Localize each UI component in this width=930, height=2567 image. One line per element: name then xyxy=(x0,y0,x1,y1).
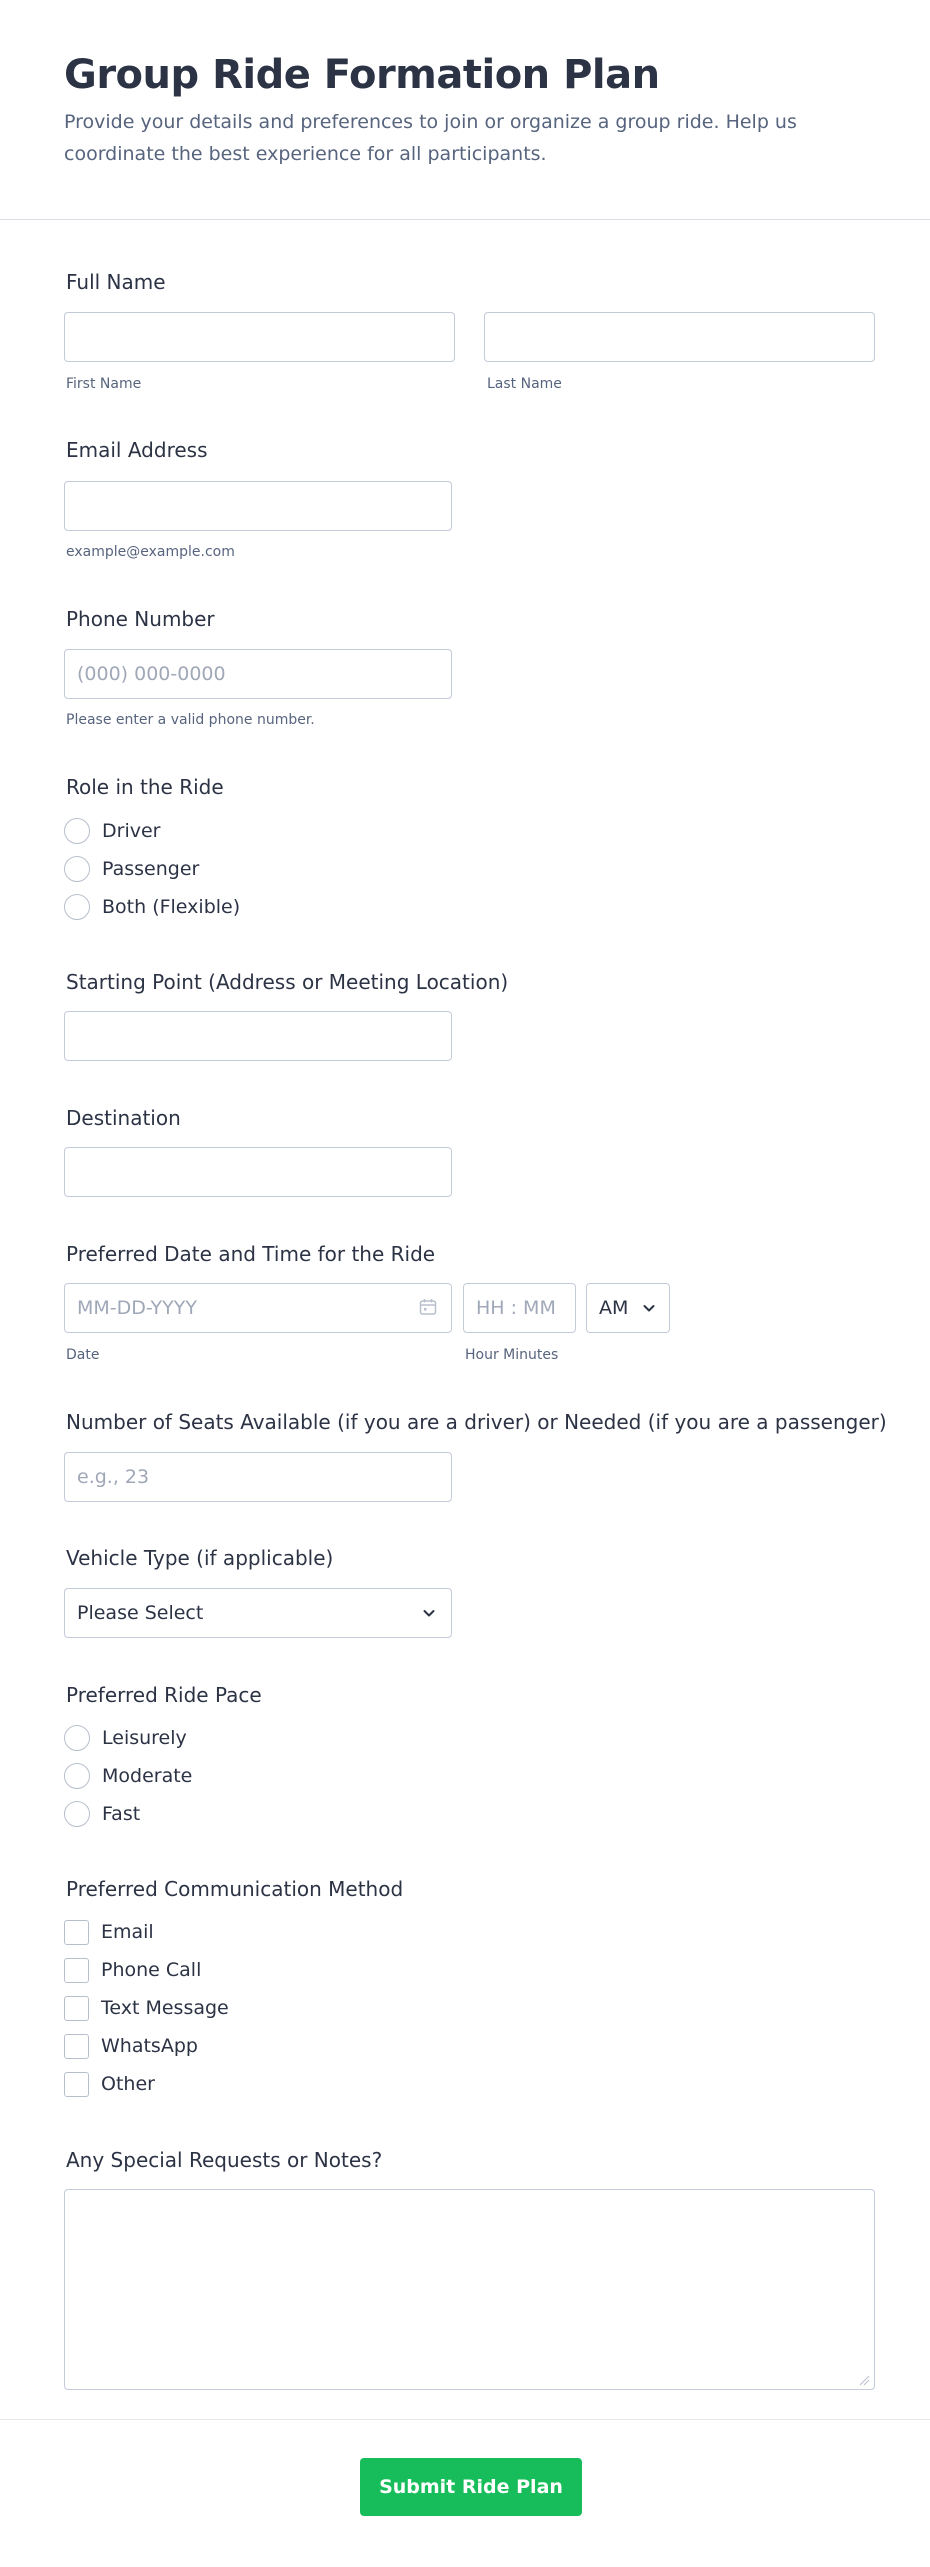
checkbox[interactable] xyxy=(64,1920,89,1945)
option-label: Leisurely xyxy=(102,1727,187,1749)
communication-option-text-message[interactable] xyxy=(64,1994,229,2022)
ampm-select[interactable] xyxy=(586,1283,670,1333)
page-description: Provide your details and preferences to join or organize a group ride. Help us coordinate the best experience for all participants. xyxy=(64,111,797,165)
destination-label: Destination xyxy=(66,1106,181,1130)
radio-button[interactable] xyxy=(64,1801,90,1827)
calendar-icon[interactable] xyxy=(418,1297,438,1317)
role-option-both[interactable] xyxy=(64,893,240,921)
pace-option-moderate[interactable] xyxy=(64,1762,192,1790)
starting-point-label: Starting Point (Address or Meeting Location) xyxy=(66,970,509,994)
resize-handle-icon[interactable] xyxy=(858,2374,870,2386)
checkbox[interactable] xyxy=(64,1958,89,1983)
vehicle-selected-value: Please Select xyxy=(77,1602,204,1624)
first-name-input[interactable] xyxy=(64,312,455,362)
role-label: Role in the Ride xyxy=(66,775,224,799)
datetime-label: Preferred Date and Time for the Ride xyxy=(66,1242,436,1266)
notes-label: Any Special Requests or Notes? xyxy=(66,2148,383,2172)
option-label: Fast xyxy=(102,1803,141,1825)
seats-input[interactable] xyxy=(64,1452,452,1502)
submit-button[interactable]: Submit Ride Plan xyxy=(360,2458,582,2516)
email-input[interactable] xyxy=(64,481,452,531)
time-sublabel: Hour Minutes xyxy=(465,1347,559,1363)
option-label: Driver xyxy=(102,820,161,842)
radio-button[interactable] xyxy=(64,1725,90,1751)
destination-input[interactable] xyxy=(64,1147,452,1197)
starting-point-input[interactable] xyxy=(64,1011,452,1061)
option-label: Text Message xyxy=(101,1997,229,2019)
option-label: WhatsApp xyxy=(101,2035,198,2057)
communication-option-other[interactable] xyxy=(64,2070,155,2098)
radio-button[interactable] xyxy=(64,856,90,882)
option-label: Email xyxy=(101,1921,154,1943)
form-header xyxy=(0,0,930,220)
first-name-sublabel: First Name xyxy=(66,376,142,392)
phone-input[interactable] xyxy=(64,649,452,699)
option-label: Phone Call xyxy=(101,1959,202,1981)
checkbox[interactable] xyxy=(64,2034,89,2059)
phone-sublabel: Please enter a valid phone number. xyxy=(66,712,315,728)
option-label: Passenger xyxy=(102,858,200,880)
vehicle-select[interactable] xyxy=(64,1588,452,1638)
vehicle-label: Vehicle Type (if applicable) xyxy=(66,1546,334,1570)
role-option-passenger[interactable] xyxy=(64,855,199,883)
notes-textarea[interactable] xyxy=(64,2189,875,2390)
ampm-value: AM xyxy=(599,1297,629,1319)
radio-button[interactable] xyxy=(64,1763,90,1789)
role-option-driver[interactable] xyxy=(64,817,160,845)
pace-label: Preferred Ride Pace xyxy=(66,1683,262,1707)
pace-option-leisurely[interactable] xyxy=(64,1724,187,1752)
radio-button[interactable] xyxy=(64,818,90,844)
communication-label: Preferred Communication Method xyxy=(66,1877,404,1901)
communication-option-phone-call[interactable] xyxy=(64,1956,201,1984)
full-name-label: Full Name xyxy=(66,270,166,294)
chevron-down-icon xyxy=(421,1605,437,1621)
date-input[interactable] xyxy=(64,1283,452,1333)
time-input[interactable] xyxy=(463,1283,576,1333)
chevron-down-icon xyxy=(641,1300,657,1316)
communication-option-whatsapp[interactable] xyxy=(64,2032,198,2060)
checkbox[interactable] xyxy=(64,2072,89,2097)
option-label: Both (Flexible) xyxy=(102,896,241,918)
email-label: Email Address xyxy=(66,438,208,462)
radio-button[interactable] xyxy=(64,894,90,920)
last-name-input[interactable] xyxy=(484,312,875,362)
date-sublabel: Date xyxy=(66,1347,100,1363)
phone-label: Phone Number xyxy=(66,607,215,631)
communication-option-email[interactable] xyxy=(64,1918,154,1946)
seats-label: Number of Seats Available (if you are a driver) or Needed (if you are a passenger) xyxy=(66,1410,887,1434)
email-sublabel: example@example.com xyxy=(66,544,235,560)
option-label: Other xyxy=(101,2073,155,2095)
option-label: Moderate xyxy=(102,1765,193,1787)
page-title: Group Ride Formation Plan xyxy=(64,52,660,98)
footer-divider xyxy=(0,2419,930,2420)
checkbox[interactable] xyxy=(64,1996,89,2021)
date-field xyxy=(64,1283,452,1333)
last-name-sublabel: Last Name xyxy=(487,376,562,392)
pace-option-fast[interactable] xyxy=(64,1800,140,1828)
